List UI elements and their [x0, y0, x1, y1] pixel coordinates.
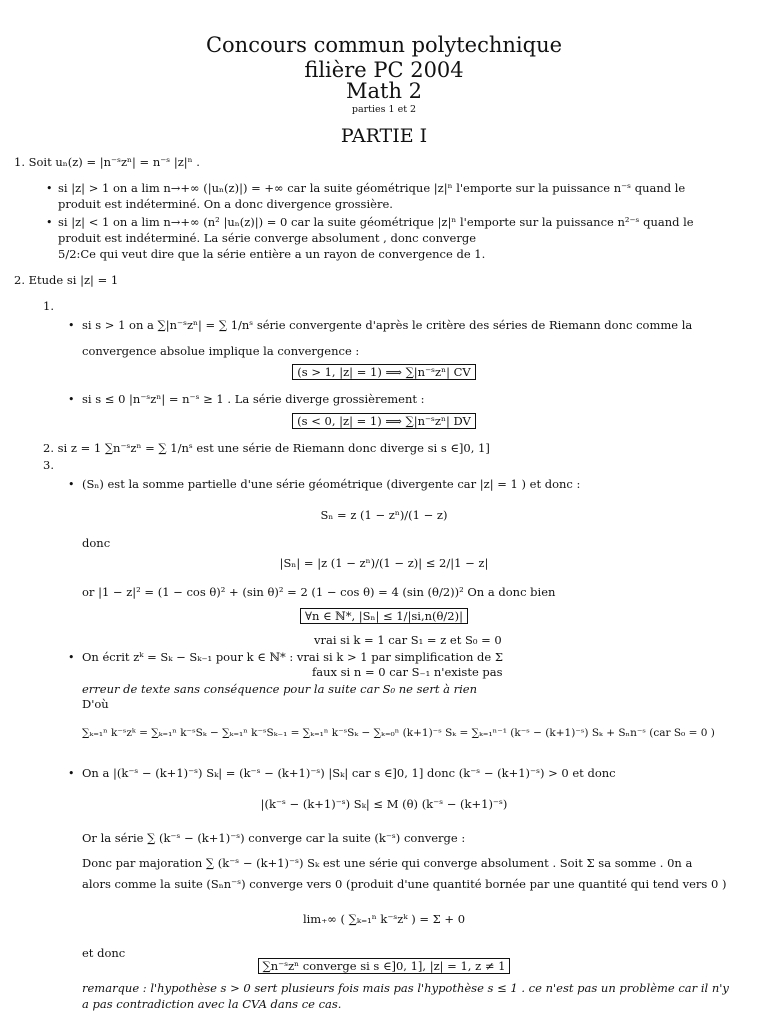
title-line-2: filière PC 2004: [304, 58, 464, 82]
part-heading: PARTIE I: [340, 125, 428, 147]
line-36: remarque : l'hypothèse s > 0 sert plusieurs fois mais pas l'hypothèse s ≤ 1 . ce n'est pas un problème car il n'y: [82, 981, 729, 995]
boxed-conclusion: ∑n⁻ˢzⁿ converge si s ∈]0, 1], |z| = 1, z ≠ 1: [258, 958, 511, 974]
line-08: 1.: [43, 299, 54, 313]
bullet: •: [68, 767, 75, 780]
line-05: produit est indéterminé. La série converge absolument , donc converge: [58, 231, 477, 245]
title-line-1: Concours commun polytechnique: [205, 33, 563, 57]
formula-sn: Sₙ = z (1 − zⁿ)/(1 − z): [320, 508, 448, 522]
line-18: donc: [82, 536, 111, 550]
line-34: et donc: [82, 946, 126, 960]
title-line-3: Math 2: [345, 79, 423, 103]
line-23: On écrit zᵏ = Sₖ − Sₖ₋₁ pour k ∈ ℕ* : vrai si k > 1 par simplification de Σ: [82, 650, 503, 664]
bullet: •: [46, 216, 53, 229]
line-25: erreur de texte sans conséquence pour la suite car S₀ ne sert à rien: [82, 682, 478, 696]
line-04: si |z| < 1 on a lim n→+∞ (n² |uₙ(z)|) = 0 car la suite géométrique |z|ⁿ l'emporte sur la puissance n²⁻ˢ quand le: [58, 215, 694, 229]
line-10: convergence absolue implique la convergence :: [82, 344, 360, 358]
boxed-result-cv: (s > 1, |z| = 1) ⟹ ∑|n⁻ˢzⁿ| CV: [292, 364, 475, 380]
bullet: •: [68, 319, 75, 332]
boxed-result-dv: (s < 0, |z| = 1) ⟹ ∑|n⁻ˢzⁿ| DV: [292, 413, 476, 429]
line-03: produit est indéterminé. On a donc divergence grossière.: [58, 197, 393, 211]
line-28: On a |(k⁻ˢ − (k+1)⁻ˢ) Sₖ| = (k⁻ˢ − (k+1)⁻ˢ) |Sₖ| car s ∈]0, 1] donc (k⁻ˢ − (k+1)⁻ˢ) > 0 et donc: [82, 766, 616, 780]
formula-limit: lim₊∞ ( ∑ₖ₌₁ⁿ k⁻ˢzᵏ ) = Σ + 0: [302, 912, 466, 926]
line-30: Or la série ∑ (k⁻ˢ − (k+1)⁻ˢ) converge car la suite (k⁻ˢ) converge :: [82, 831, 466, 845]
line-02: si |z| > 1 on a lim n→+∞ (|uₙ(z)|) = +∞ car la suite géométrique |z|ⁿ l'emporte sur la puissance n⁻ˢ quand le: [58, 181, 686, 195]
line-22: vrai si k = 1 car S₁ = z et S₀ = 0: [314, 633, 502, 647]
line-16: (Sₙ) est la somme partielle d'une série géométrique (divergente car |z| = 1 ) et donc :: [82, 477, 581, 491]
bullet: •: [46, 182, 53, 195]
formula-majoration: |(k⁻ˢ − (k+1)⁻ˢ) Sₖ| ≤ M (θ) (k⁻ˢ − (k+1)⁻ˢ): [260, 797, 508, 811]
bullet: •: [68, 651, 75, 664]
line-24: faux si n = 0 car S₋₁ n'existe pas: [312, 665, 503, 679]
line-31: Donc par majoration ∑ (k⁻ˢ − (k+1)⁻ˢ) Sₖ est une série qui converge absolument . Soit Σ sa somme . 0n a: [82, 856, 693, 870]
formula-abs-sn: |Sₙ| = |z (1 − zⁿ)/(1 − z)| ≤ 2/|1 − z|: [279, 556, 489, 570]
line-20: or |1 − z|² = (1 − cos θ)² + (sin θ)² = 2 (1 − cos θ) = 4 (sin (θ/2))² On a donc bien: [82, 585, 556, 599]
line-15: 3.: [43, 458, 54, 472]
bullet: •: [68, 478, 75, 491]
line-09: si s > 1 on a ∑|n⁻ˢzⁿ| = ∑ 1/nˢ série convergente d'après le critère des séries de Riemann donc comme la: [82, 318, 693, 332]
line-12: si s ≤ 0 |n⁻ˢzⁿ| = n⁻ˢ ≥ 1 . La série diverge grossièrement :: [82, 392, 425, 406]
line-26: D'où: [82, 697, 109, 711]
line-06: 5/2:Ce qui veut dire que la série entière a un rayon de convergence de 1.: [58, 247, 486, 261]
subtitle: parties 1 et 2: [351, 104, 417, 115]
bullet: •: [68, 393, 75, 406]
line-07: 2. Etude si |z| = 1: [14, 273, 119, 287]
line-37: a pas contradiction avec la CVA dans ce cas.: [82, 997, 342, 1011]
line-32: alors comme la suite (Sₙn⁻ˢ) converge vers 0 (produit d'une quantité bornée par une quantité qui tend vers 0 ): [82, 877, 727, 891]
line-01: 1. Soit uₙ(z) = |n⁻ˢzⁿ| = n⁻ˢ |z|ⁿ .: [14, 155, 200, 169]
formula-abel: ∑ₖ₌₁ⁿ k⁻ˢzᵏ = ∑ₖ₌₁ⁿ k⁻ˢSₖ − ∑ₖ₌₁ⁿ k⁻ˢSₖ₋₁ = ∑ₖ₌₁ⁿ k⁻ˢSₖ − ∑ₖ₌₀ⁿ (k+1)⁻ˢ Sₖ = ∑ₖ₌₁ⁿ⁻¹ (k⁻ˢ − (k+1)⁻ˢ) Sₖ + Sₙn⁻ˢ (car S₀ = 0 ): [82, 727, 715, 739]
line-14: 2. si z = 1 ∑n⁻ˢzⁿ = ∑ 1/nˢ est une série de Riemann donc diverge si s ∈]0, 1]: [43, 441, 490, 455]
boxed-bound: ∀n ∈ ℕ*, |Sₙ| ≤ 1/|si,n(θ/2)|: [300, 608, 468, 624]
